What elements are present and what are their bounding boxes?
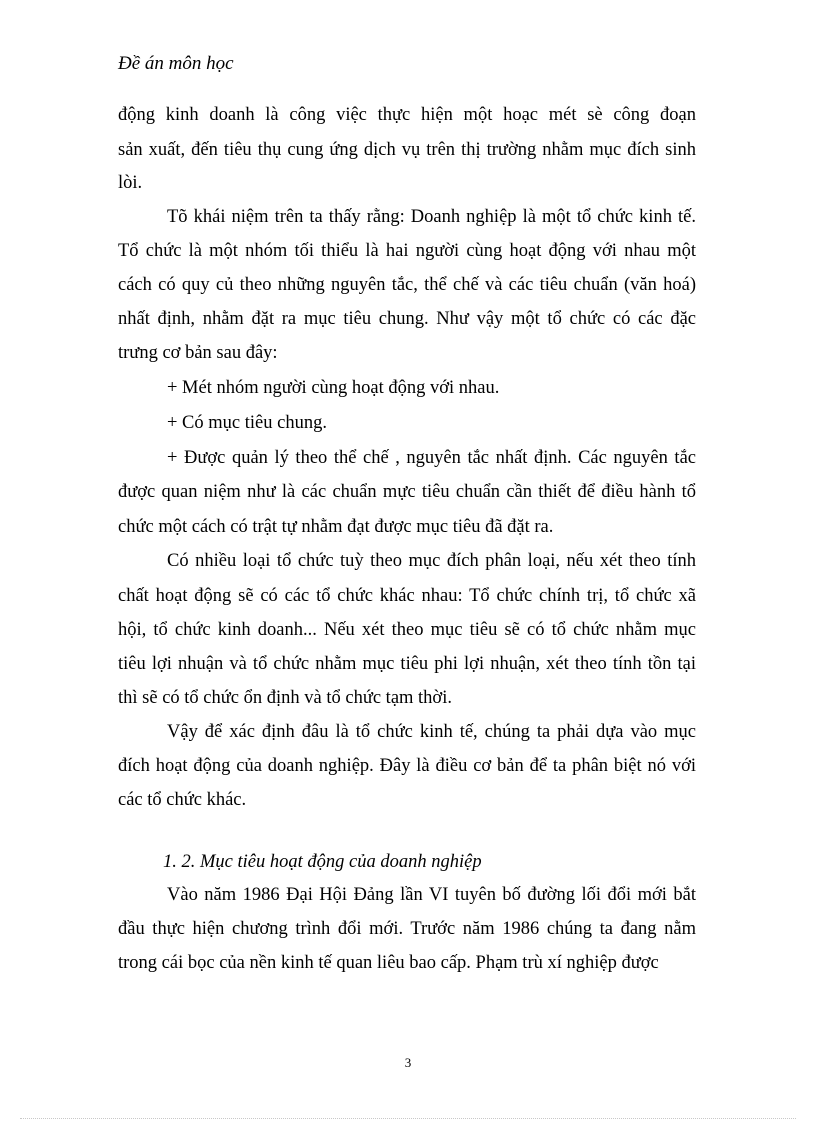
paragraph-line: trong cái bọc của nền kinh tế quan liêu bao cấp. Phạm trù xí nghiệp được bbox=[118, 953, 659, 973]
paragraph-line: các tổ chức khác. bbox=[118, 790, 247, 810]
paragraph-line: được quan niệm như là các chuẩn mực tiêu chuẩn cần thiết để điều hành tổ bbox=[118, 482, 696, 502]
paragraph-line: trưng cơ bản sau đây: bbox=[118, 343, 278, 363]
paragraph-line: tiêu lợi nhuận và tổ chức nhằm mục tiêu phi lợi nhuận, xét theo tính tồn tại bbox=[118, 654, 696, 674]
paragraph-line: Tõ khái niệm trên ta thấy rằng: Doanh nghiệp là một tổ chức kinh tế. bbox=[167, 207, 696, 227]
paragraph-line: Có nhiều loại tổ chức tuỳ theo mục đích phân loại, nếu xét theo tính bbox=[167, 551, 696, 571]
paragraph-line: thì sẽ có tổ chức ổn định và tổ chức tạm thời. bbox=[118, 688, 452, 708]
paragraph-line: nhất định, nhằm đặt ra mục tiêu chung. Như vậy một tổ chức có các đặc bbox=[118, 309, 696, 329]
paragraph-line: hội, tổ chức kinh doanh... Nếu xét theo mục tiêu sẽ có tổ chức nhằm mục bbox=[118, 620, 696, 640]
paragraph-line: Vào năm 1986 Đại Hội Đảng lần VI tuyên bố đường lối đổi mới bắt bbox=[167, 885, 696, 905]
bullet-line: + Mét nhóm người cùng hoạt động với nhau. bbox=[167, 378, 500, 398]
paragraph-line: lòi. bbox=[118, 173, 143, 193]
paragraph-line: đầu thực hiện chương trình đổi mới. Trước năm 1986 chúng ta đang nằm bbox=[118, 919, 696, 939]
paragraph-line: Vậy để xác định đâu là tổ chức kinh tế, chúng ta phải dựa vào mục bbox=[167, 722, 696, 742]
paragraph-line: Tổ chức là một nhóm tối thiểu là hai người cùng hoạt động với nhau một bbox=[118, 241, 696, 261]
paragraph-line: chức một cách có trật tự nhằm đạt được mục tiêu đã đặt ra. bbox=[118, 517, 554, 537]
paragraph-line: chất hoạt động sẽ có các tổ chức khác nhau: Tổ chức chính trị, tổ chức xã bbox=[118, 586, 696, 606]
paragraph-line: đích hoạt động của doanh nghiệp. Đây là điều cơ bản để ta phân biệt nó với bbox=[118, 756, 696, 776]
bullet-line: + Được quản lý theo thể chế , nguyên tắc nhất định. Các nguyên tắc bbox=[167, 448, 696, 468]
footer-divider bbox=[20, 1118, 796, 1119]
paragraph-line: sản xuất, đến tiêu thụ cung ứng dịch vụ trên thị trường nhằm mục đích sinh bbox=[118, 140, 696, 160]
bullet-line: + Có mục tiêu chung. bbox=[167, 413, 327, 433]
paragraph-line: động kinh doanh là công việc thực hiện một hoạc mét sè công đoạn bbox=[118, 105, 696, 125]
page-number: 3 bbox=[404, 1055, 412, 1070]
paragraph-line: cách có quy củ theo những nguyên tắc, thể chế và các tiêu chuẩn (văn hoá) bbox=[118, 275, 696, 295]
document-header: Đề án môn học bbox=[118, 53, 234, 74]
section-heading: 1. 2. Mục tiêu hoạt động của doanh nghiệp bbox=[163, 852, 482, 872]
